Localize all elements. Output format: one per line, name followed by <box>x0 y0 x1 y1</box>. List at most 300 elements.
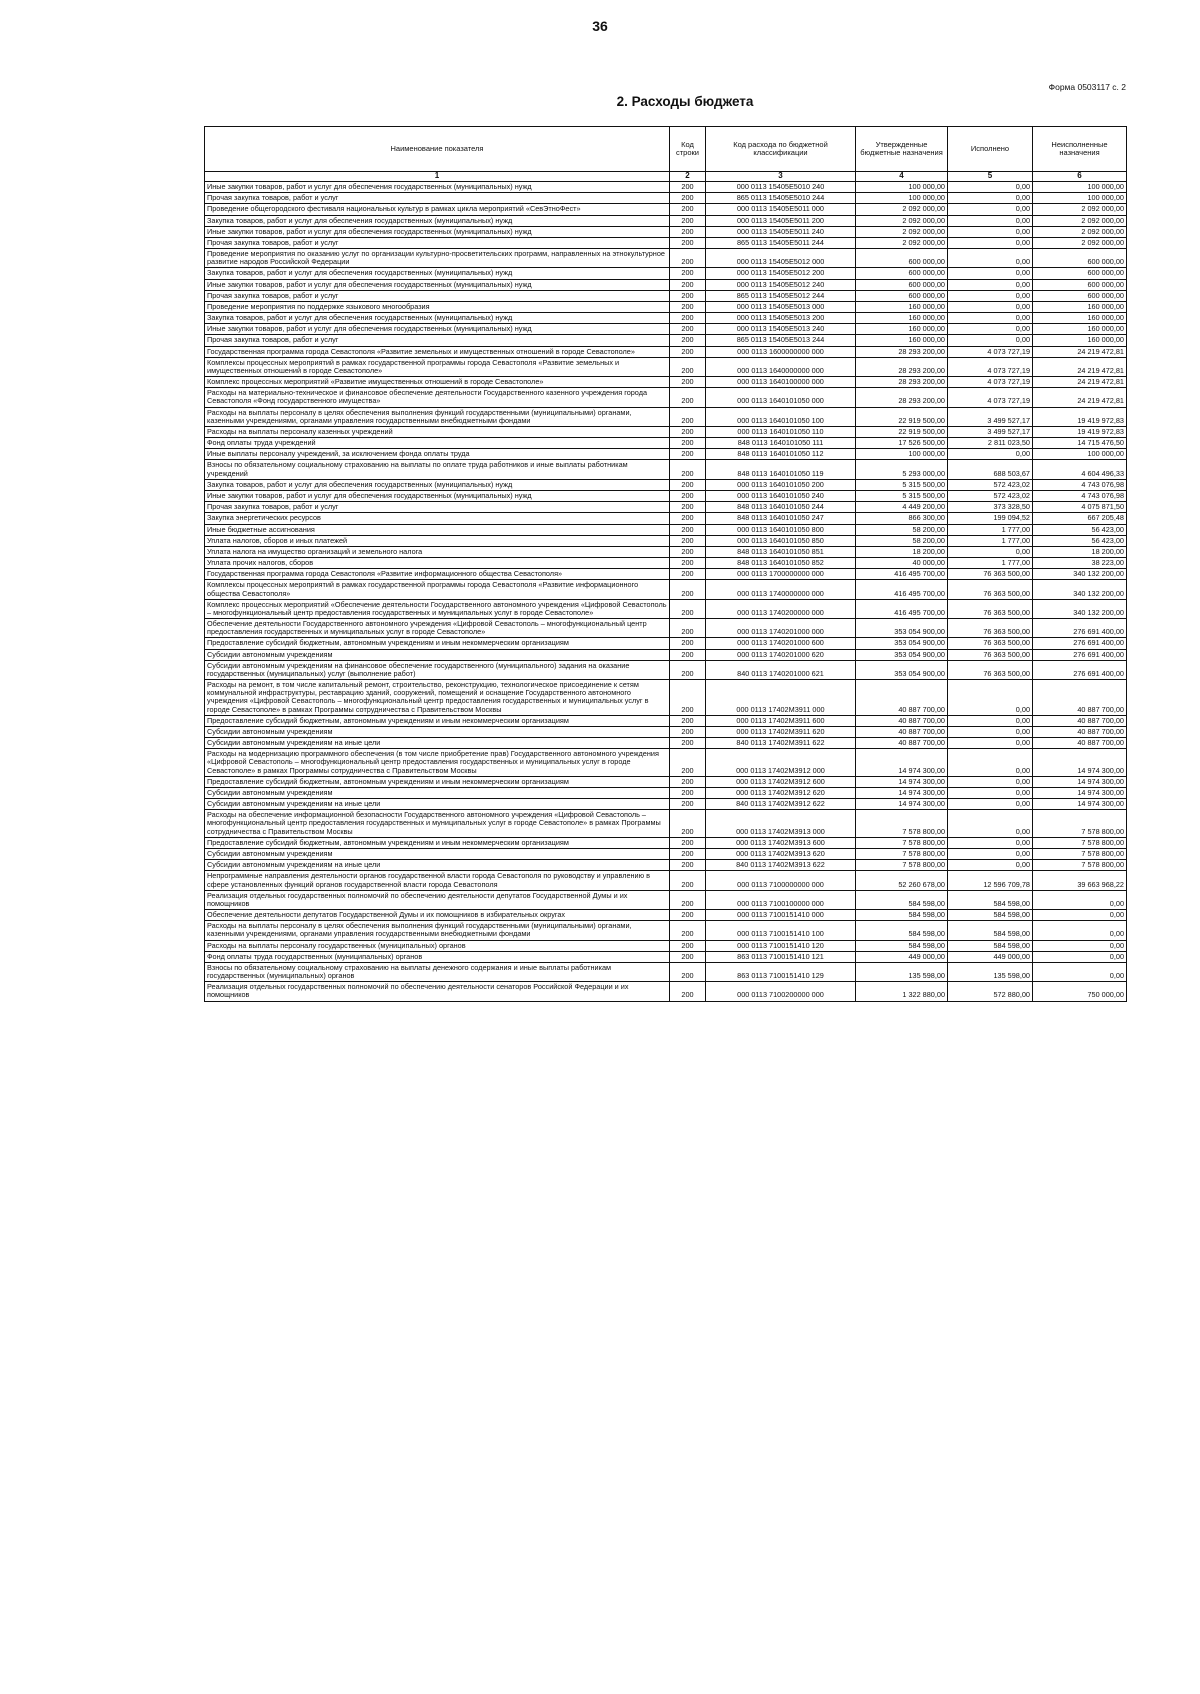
cell-line-code: 200 <box>670 910 706 921</box>
cell-line-code: 200 <box>670 580 706 599</box>
cell-executed: 76 363 500,00 <box>948 638 1033 649</box>
table-row <box>205 182 1127 193</box>
cell-unexecuted: 0,00 <box>1033 951 1127 962</box>
cell-approved: 28 293 200,00 <box>856 357 948 376</box>
cell-executed: 0,00 <box>948 449 1033 460</box>
cell-executed: 2 811 023,50 <box>948 438 1033 449</box>
cell-classification-code: 000 0113 17402М3913 600 <box>706 837 856 848</box>
cell-classification-code: 865 0113 15405Е5010 244 <box>706 193 856 204</box>
cell-executed: 0,00 <box>948 837 1033 848</box>
cell-line-code: 200 <box>670 558 706 569</box>
table-row <box>205 301 1127 312</box>
cell-indicator-name: Прочая закупка товаров, работ и услуг <box>205 290 670 301</box>
cell-unexecuted: 14 974 300,00 <box>1033 787 1127 798</box>
cell-executed: 0,00 <box>948 810 1033 838</box>
cell-line-code: 200 <box>670 438 706 449</box>
cell-line-code: 200 <box>670 335 706 346</box>
cell-executed: 199 094,52 <box>948 513 1033 524</box>
header-indicator-name: Наименование показателя <box>205 127 670 172</box>
cell-approved: 135 598,00 <box>856 962 948 981</box>
table-row <box>205 290 1127 301</box>
cell-approved: 28 293 200,00 <box>856 388 948 407</box>
cell-executed: 76 363 500,00 <box>948 569 1033 580</box>
cell-line-code: 200 <box>670 502 706 513</box>
table-row <box>205 715 1127 726</box>
cell-approved: 7 578 800,00 <box>856 849 948 860</box>
cell-unexecuted: 4 743 076,98 <box>1033 490 1127 501</box>
cell-classification-code: 848 0113 1640101050 851 <box>706 546 856 557</box>
cell-approved: 5 315 500,00 <box>856 490 948 501</box>
cell-unexecuted: 24 219 472,81 <box>1033 357 1127 376</box>
cell-executed: 584 598,00 <box>948 940 1033 951</box>
table-row <box>205 377 1127 388</box>
cell-line-code: 200 <box>670 193 706 204</box>
cell-executed: 135 598,00 <box>948 962 1033 981</box>
cell-approved: 2 092 000,00 <box>856 215 948 226</box>
header-approved: Утвержденные бюджетные назначения <box>856 127 948 172</box>
cell-executed: 572 423,02 <box>948 479 1033 490</box>
cell-classification-code: 000 0113 1640101050 110 <box>706 426 856 437</box>
cell-indicator-name: Предоставление субсидий бюджетным, автономным учреждениям и иным некоммерческим организациям <box>205 776 670 787</box>
table-row <box>205 849 1127 860</box>
cell-executed: 76 363 500,00 <box>948 649 1033 660</box>
cell-line-code: 200 <box>670 638 706 649</box>
cell-indicator-name: Расходы на выплаты персоналу казенных учреждений <box>205 426 670 437</box>
table-row <box>205 249 1127 268</box>
cell-executed: 76 363 500,00 <box>948 599 1033 618</box>
table-row <box>205 787 1127 798</box>
cell-classification-code: 000 0113 17402М3911 000 <box>706 680 856 716</box>
cell-approved: 28 293 200,00 <box>856 377 948 388</box>
table-row <box>205 799 1127 810</box>
cell-approved: 600 000,00 <box>856 249 948 268</box>
cell-classification-code: 865 0113 15405Е5011 244 <box>706 237 856 248</box>
cell-unexecuted: 7 578 800,00 <box>1033 810 1127 838</box>
cell-line-code: 200 <box>670 837 706 848</box>
cell-approved: 100 000,00 <box>856 182 948 193</box>
table-row <box>205 680 1127 716</box>
cell-line-code: 200 <box>670 479 706 490</box>
cell-classification-code: 000 0113 15405Е5010 240 <box>706 182 856 193</box>
cell-indicator-name: Проведение мероприятия по оказанию услуг по организации культурно-просветительских программ, направленных на этнокультурное развитие народов Российской Федерации <box>205 249 670 268</box>
cell-classification-code: 000 0113 1640100000 000 <box>706 377 856 388</box>
cell-executed: 0,00 <box>948 726 1033 737</box>
cell-line-code: 200 <box>670 660 706 679</box>
cell-unexecuted: 750 000,00 <box>1033 982 1127 1001</box>
table-row <box>205 749 1127 777</box>
cell-approved: 353 054 900,00 <box>856 619 948 638</box>
cell-classification-code: 000 0113 1640101050 200 <box>706 479 856 490</box>
cell-classification-code: 000 0113 15405Е5013 200 <box>706 313 856 324</box>
cell-line-code: 200 <box>670 860 706 871</box>
table-row <box>205 426 1127 437</box>
cell-unexecuted: 0,00 <box>1033 940 1127 951</box>
table-row <box>205 502 1127 513</box>
cell-indicator-name: Проведение общегородского фестиваля национальных культур в рамках цикла мероприятий «СевЭтноФест» <box>205 204 670 215</box>
cell-indicator-name: Фонд оплаты труда учреждений <box>205 438 670 449</box>
cell-executed: 0,00 <box>948 738 1033 749</box>
cell-unexecuted: 0,00 <box>1033 910 1127 921</box>
cell-approved: 584 598,00 <box>856 940 948 951</box>
cell-approved: 22 919 500,00 <box>856 426 948 437</box>
cell-executed: 0,00 <box>948 226 1033 237</box>
cell-line-code: 200 <box>670 849 706 860</box>
cell-approved: 160 000,00 <box>856 301 948 312</box>
cell-approved: 40 887 700,00 <box>856 738 948 749</box>
cell-approved: 58 200,00 <box>856 535 948 546</box>
cell-executed: 584 598,00 <box>948 890 1033 909</box>
cell-executed: 4 073 727,19 <box>948 357 1033 376</box>
table-row <box>205 237 1127 248</box>
cell-line-code: 200 <box>670 215 706 226</box>
cell-executed: 0,00 <box>948 799 1033 810</box>
cell-approved: 2 092 000,00 <box>856 237 948 248</box>
cell-approved: 584 598,00 <box>856 890 948 909</box>
cell-executed: 4 073 727,19 <box>948 388 1033 407</box>
cell-classification-code: 000 0113 15405Е5012 200 <box>706 268 856 279</box>
cell-unexecuted: 40 887 700,00 <box>1033 738 1127 749</box>
cell-indicator-name: Взносы по обязательному социальному страхованию на выплаты по оплате труда работников и иные выплаты работникам учреждений <box>205 460 670 479</box>
cell-unexecuted: 667 205,48 <box>1033 513 1127 524</box>
cell-line-code: 200 <box>670 279 706 290</box>
table-row <box>205 982 1127 1001</box>
cell-line-code: 200 <box>670 738 706 749</box>
header-unexecuted: Неисполненные назначения <box>1033 127 1127 172</box>
cell-indicator-name: Комплексы процессных мероприятий в рамках государственной программы города Севастополя «Развитие информационного общества Севастополя» <box>205 580 670 599</box>
cell-classification-code: 000 0113 1740200000 000 <box>706 599 856 618</box>
cell-classification-code: 000 0113 7100151410 100 <box>706 921 856 940</box>
cell-unexecuted: 160 000,00 <box>1033 335 1127 346</box>
cell-indicator-name: Субсидии автономным учреждениям на иные цели <box>205 860 670 871</box>
page-number: 36 <box>592 18 608 34</box>
cell-unexecuted: 56 423,00 <box>1033 535 1127 546</box>
cell-executed: 76 363 500,00 <box>948 660 1033 679</box>
table-row <box>205 580 1127 599</box>
cell-unexecuted: 160 000,00 <box>1033 313 1127 324</box>
table-row <box>205 546 1127 557</box>
table-row <box>205 357 1127 376</box>
cell-classification-code: 863 0113 7100151410 121 <box>706 951 856 962</box>
table-row <box>205 490 1127 501</box>
cell-unexecuted: 14 974 300,00 <box>1033 799 1127 810</box>
cell-unexecuted: 276 691 400,00 <box>1033 619 1127 638</box>
table-row <box>205 638 1127 649</box>
cell-line-code: 200 <box>670 460 706 479</box>
cell-executed: 572 880,00 <box>948 982 1033 1001</box>
table-row <box>205 726 1127 737</box>
cell-classification-code: 848 0113 1640101050 111 <box>706 438 856 449</box>
cell-approved: 2 092 000,00 <box>856 204 948 215</box>
header-number-2: 2 <box>670 172 706 182</box>
cell-indicator-name: Предоставление субсидий бюджетным, автономным учреждениям и иным некоммерческим организациям <box>205 638 670 649</box>
header-line-code: Код строки <box>670 127 706 172</box>
cell-approved: 1 322 880,00 <box>856 982 948 1001</box>
cell-approved: 18 200,00 <box>856 546 948 557</box>
cell-unexecuted: 340 132 200,00 <box>1033 569 1127 580</box>
cell-unexecuted: 7 578 800,00 <box>1033 837 1127 848</box>
table-row <box>205 940 1127 951</box>
cell-unexecuted: 2 092 000,00 <box>1033 204 1127 215</box>
cell-executed: 4 073 727,19 <box>948 346 1033 357</box>
table-row <box>205 193 1127 204</box>
cell-approved: 416 495 700,00 <box>856 569 948 580</box>
header-number-5: 5 <box>948 172 1033 182</box>
cell-executed: 0,00 <box>948 215 1033 226</box>
form-code: Форма 0503117 с. 2 <box>1048 82 1126 92</box>
cell-unexecuted: 600 000,00 <box>1033 268 1127 279</box>
cell-classification-code: 848 0113 1640101050 852 <box>706 558 856 569</box>
cell-unexecuted: 56 423,00 <box>1033 524 1127 535</box>
cell-classification-code: 000 0113 1740201000 620 <box>706 649 856 660</box>
budget-expenses-table <box>204 126 1127 1002</box>
cell-unexecuted: 276 691 400,00 <box>1033 660 1127 679</box>
cell-line-code: 200 <box>670 569 706 580</box>
table-row <box>205 910 1127 921</box>
cell-executed: 76 363 500,00 <box>948 619 1033 638</box>
cell-classification-code: 863 0113 7100151410 129 <box>706 962 856 981</box>
cell-classification-code: 000 0113 15405Е5012 000 <box>706 249 856 268</box>
table-row <box>205 535 1127 546</box>
cell-line-code: 200 <box>670 799 706 810</box>
cell-indicator-name: Субсидии автономным учреждениям на финансовое обеспечение государственного (муниципального) задания на оказание государственных (муниципальных) услуг (выполнение работ) <box>205 660 670 679</box>
cell-indicator-name: Расходы на обеспечение информационной безопасности Государственного автономного учреждения «Цифровой Севастополь – многофункциональный центр предоставления государственных и муниципальных услуг в городе Севастополе» в рамках Программы сотрудничества с Правительством Москвы <box>205 810 670 838</box>
cell-classification-code: 000 0113 15405Е5011 000 <box>706 204 856 215</box>
cell-approved: 866 300,00 <box>856 513 948 524</box>
cell-indicator-name: Реализация отдельных государственных полномочий по обеспечению деятельности депутатов Государственной Думы и их помощников <box>205 890 670 909</box>
table-row <box>205 313 1127 324</box>
cell-classification-code: 000 0113 1700000000 000 <box>706 569 856 580</box>
cell-unexecuted: 340 132 200,00 <box>1033 599 1127 618</box>
cell-classification-code: 000 0113 7100000000 000 <box>706 871 856 890</box>
cell-approved: 600 000,00 <box>856 290 948 301</box>
cell-approved: 5 315 500,00 <box>856 479 948 490</box>
cell-approved: 160 000,00 <box>856 335 948 346</box>
cell-unexecuted: 4 743 076,98 <box>1033 479 1127 490</box>
cell-executed: 3 499 527,17 <box>948 426 1033 437</box>
cell-executed: 0,00 <box>948 335 1033 346</box>
cell-classification-code: 000 0113 15405Е5011 200 <box>706 215 856 226</box>
table-row <box>205 921 1127 940</box>
cell-approved: 100 000,00 <box>856 193 948 204</box>
cell-indicator-name: Комплекс процессных мероприятий «Развитие имущественных отношений в городе Севастополе» <box>205 377 670 388</box>
cell-approved: 22 919 500,00 <box>856 407 948 426</box>
cell-approved: 353 054 900,00 <box>856 660 948 679</box>
cell-executed: 0,00 <box>948 249 1033 268</box>
cell-approved: 600 000,00 <box>856 268 948 279</box>
cell-line-code: 200 <box>670 787 706 798</box>
table-row <box>205 558 1127 569</box>
cell-approved: 28 293 200,00 <box>856 346 948 357</box>
cell-unexecuted: 7 578 800,00 <box>1033 849 1127 860</box>
cell-approved: 40 887 700,00 <box>856 726 948 737</box>
cell-line-code: 200 <box>670 324 706 335</box>
cell-line-code: 200 <box>670 357 706 376</box>
cell-unexecuted: 340 132 200,00 <box>1033 580 1127 599</box>
cell-classification-code: 848 0113 1640101050 244 <box>706 502 856 513</box>
cell-indicator-name: Предоставление субсидий бюджетным, автономным учреждениям и иным некоммерческим организациям <box>205 837 670 848</box>
cell-approved: 584 598,00 <box>856 921 948 940</box>
cell-indicator-name: Субсидии автономным учреждениям на иные цели <box>205 738 670 749</box>
table-row <box>205 346 1127 357</box>
cell-executed: 1 777,00 <box>948 535 1033 546</box>
cell-unexecuted: 160 000,00 <box>1033 301 1127 312</box>
cell-executed: 0,00 <box>948 313 1033 324</box>
cell-approved: 14 974 300,00 <box>856 749 948 777</box>
cell-unexecuted: 14 974 300,00 <box>1033 776 1127 787</box>
cell-executed: 0,00 <box>948 776 1033 787</box>
header-number-6: 6 <box>1033 172 1127 182</box>
cell-classification-code: 000 0113 7100200000 000 <box>706 982 856 1001</box>
cell-unexecuted: 0,00 <box>1033 962 1127 981</box>
cell-classification-code: 848 0113 1640101050 112 <box>706 449 856 460</box>
cell-line-code: 200 <box>670 951 706 962</box>
cell-unexecuted: 18 200,00 <box>1033 546 1127 557</box>
cell-indicator-name: Расходы на модернизацию программного обеспечения (в том числе приобретение прав) Государственного автономного учреждения «Цифровой Севастополь – многофункциональный центр предоставления государственных и муниципальных услуг в городе Севастополе» в рамках Программы сотрудничества с Правительством Москвы <box>205 749 670 777</box>
cell-indicator-name: Субсидии автономным учреждениям <box>205 726 670 737</box>
cell-line-code: 200 <box>670 921 706 940</box>
cell-executed: 0,00 <box>948 680 1033 716</box>
cell-indicator-name: Иные закупки товаров, работ и услуг для обеспечения государственных (муниципальных) нужд <box>205 226 670 237</box>
cell-classification-code: 000 0113 1640101050 240 <box>706 490 856 501</box>
cell-indicator-name: Расходы на выплаты персоналу в целях обеспечения выполнения функций государственными (муниципальными) органами, казенными учреждениями, органами управления государственными внебюджетными фондами <box>205 921 670 940</box>
cell-line-code: 200 <box>670 426 706 437</box>
table-header-numbers-row <box>205 172 1127 182</box>
cell-executed: 584 598,00 <box>948 921 1033 940</box>
cell-executed: 572 423,02 <box>948 490 1033 501</box>
cell-indicator-name: Прочая закупка товаров, работ и услуг <box>205 193 670 204</box>
cell-classification-code: 865 0113 15405Е5013 244 <box>706 335 856 346</box>
table-row <box>205 860 1127 871</box>
table-row <box>205 407 1127 426</box>
cell-executed: 0,00 <box>948 749 1033 777</box>
cell-classification-code: 000 0113 1640101050 850 <box>706 535 856 546</box>
cell-line-code: 200 <box>670 649 706 660</box>
cell-line-code: 200 <box>670 268 706 279</box>
table-row <box>205 837 1127 848</box>
cell-unexecuted: 600 000,00 <box>1033 279 1127 290</box>
cell-classification-code: 000 0113 17402М3911 600 <box>706 715 856 726</box>
cell-unexecuted: 2 092 000,00 <box>1033 226 1127 237</box>
cell-approved: 160 000,00 <box>856 313 948 324</box>
cell-executed: 0,00 <box>948 290 1033 301</box>
header-number-1: 1 <box>205 172 670 182</box>
cell-line-code: 200 <box>670 490 706 501</box>
cell-classification-code: 000 0113 15405Е5012 240 <box>706 279 856 290</box>
table-row <box>205 890 1127 909</box>
cell-indicator-name: Уплата прочих налогов, сборов <box>205 558 670 569</box>
cell-line-code: 200 <box>670 313 706 324</box>
cell-approved: 416 495 700,00 <box>856 580 948 599</box>
cell-indicator-name: Субсидии автономным учреждениям <box>205 649 670 660</box>
cell-approved: 2 092 000,00 <box>856 226 948 237</box>
cell-unexecuted: 160 000,00 <box>1033 324 1127 335</box>
cell-executed: 0,00 <box>948 182 1033 193</box>
cell-approved: 14 974 300,00 <box>856 776 948 787</box>
cell-executed: 688 503,67 <box>948 460 1033 479</box>
cell-unexecuted: 14 974 300,00 <box>1033 749 1127 777</box>
table-row <box>205 649 1127 660</box>
cell-line-code: 200 <box>670 226 706 237</box>
cell-classification-code: 000 0113 7100151410 120 <box>706 940 856 951</box>
cell-line-code: 200 <box>670 237 706 248</box>
cell-approved: 40 887 700,00 <box>856 680 948 716</box>
table-row <box>205 215 1127 226</box>
cell-executed: 0,00 <box>948 787 1033 798</box>
table-row <box>205 449 1127 460</box>
cell-approved: 353 054 900,00 <box>856 638 948 649</box>
cell-approved: 14 974 300,00 <box>856 799 948 810</box>
cell-classification-code: 000 0113 7100151410 000 <box>706 910 856 921</box>
cell-approved: 7 578 800,00 <box>856 810 948 838</box>
cell-unexecuted: 2 092 000,00 <box>1033 215 1127 226</box>
cell-indicator-name: Иные бюджетные ассигнования <box>205 524 670 535</box>
table-body <box>205 182 1127 1002</box>
cell-approved: 40 887 700,00 <box>856 715 948 726</box>
table-row <box>205 479 1127 490</box>
header-number-3: 3 <box>706 172 856 182</box>
cell-indicator-name: Комплекс процессных мероприятий «Обеспечение деятельности Государственного автономного учреждения «Цифровой Севастополь – многофункциональный центр предоставления государственных и муниципальных услуг в городе Севастополе» <box>205 599 670 618</box>
cell-indicator-name: Расходы на материально-техническое и финансовое обеспечение деятельности Государственного казенного учреждения города Севастополя «Фонд государственного имущества» <box>205 388 670 407</box>
table-row <box>205 619 1127 638</box>
table-row <box>205 810 1127 838</box>
cell-classification-code: 848 0113 1640101050 119 <box>706 460 856 479</box>
cell-line-code: 200 <box>670 301 706 312</box>
table-row <box>205 513 1127 524</box>
cell-unexecuted: 24 219 472,81 <box>1033 388 1127 407</box>
cell-line-code: 200 <box>670 249 706 268</box>
cell-line-code: 200 <box>670 182 706 193</box>
table-row <box>205 962 1127 981</box>
cell-unexecuted: 40 887 700,00 <box>1033 680 1127 716</box>
cell-approved: 7 578 800,00 <box>856 860 948 871</box>
cell-executed: 449 000,00 <box>948 951 1033 962</box>
cell-approved: 52 260 678,00 <box>856 871 948 890</box>
cell-indicator-name: Закупка товаров, работ и услуг для обеспечения государственных (муниципальных) нужд <box>205 268 670 279</box>
cell-indicator-name: Прочая закупка товаров, работ и услуг <box>205 502 670 513</box>
cell-executed: 0,00 <box>948 301 1033 312</box>
table-row <box>205 204 1127 215</box>
cell-unexecuted: 7 578 800,00 <box>1033 860 1127 871</box>
cell-line-code: 200 <box>670 388 706 407</box>
cell-approved: 17 526 500,00 <box>856 438 948 449</box>
cell-indicator-name: Субсидии автономным учреждениям <box>205 849 670 860</box>
section-title: 2. Расходы бюджета <box>616 94 754 109</box>
cell-line-code: 200 <box>670 204 706 215</box>
header-number-4: 4 <box>856 172 948 182</box>
table-row <box>205 599 1127 618</box>
cell-approved: 4 449 200,00 <box>856 502 948 513</box>
cell-approved: 160 000,00 <box>856 324 948 335</box>
cell-classification-code: 840 0113 17402М3911 622 <box>706 738 856 749</box>
cell-line-code: 200 <box>670 776 706 787</box>
cell-classification-code: 840 0113 17402М3912 622 <box>706 799 856 810</box>
cell-indicator-name: Иные закупки товаров, работ и услуг для обеспечения государственных (муниципальных) нужд <box>205 490 670 501</box>
table-row <box>205 226 1127 237</box>
cell-unexecuted: 600 000,00 <box>1033 290 1127 301</box>
cell-indicator-name: Субсидии автономным учреждениям на иные цели <box>205 799 670 810</box>
cell-classification-code: 000 0113 17402М3912 600 <box>706 776 856 787</box>
table-row <box>205 738 1127 749</box>
cell-classification-code: 000 0113 17402М3911 620 <box>706 726 856 737</box>
cell-unexecuted: 0,00 <box>1033 890 1127 909</box>
cell-line-code: 200 <box>670 715 706 726</box>
cell-line-code: 200 <box>670 513 706 524</box>
cell-line-code: 200 <box>670 940 706 951</box>
cell-executed: 76 363 500,00 <box>948 580 1033 599</box>
table-row <box>205 438 1127 449</box>
cell-classification-code: 000 0113 1600000000 000 <box>706 346 856 357</box>
table-row <box>205 335 1127 346</box>
